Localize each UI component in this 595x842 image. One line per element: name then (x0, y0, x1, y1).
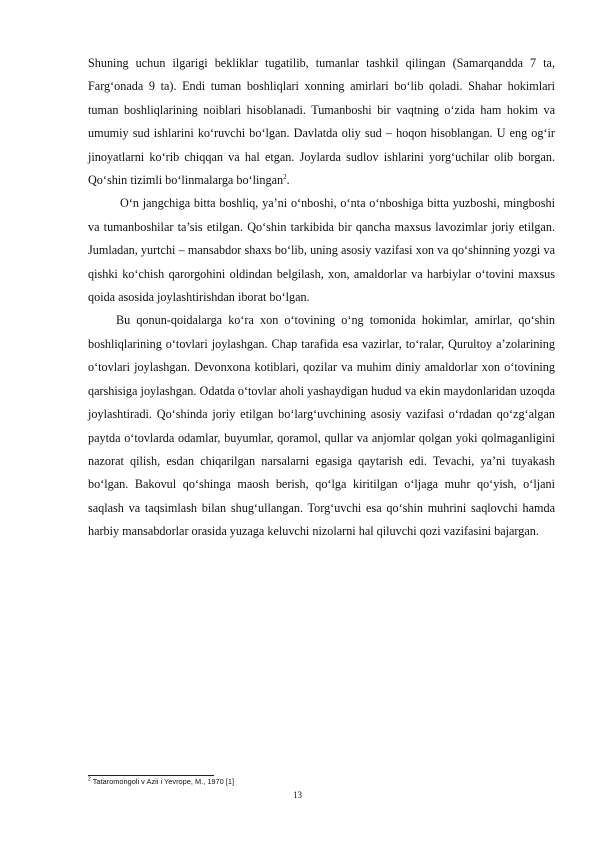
footnote-text: Tataromongoli v Azii i Yevrope, M., 1970 [1] (92, 777, 235, 786)
paragraph-1-text: Shuning uchun ilgarigi bekliklar tugatilib, tumanlar tashkil qilingan (Samarqandda 7 ta, Farg‘onada 9 ta). Endi tuman boshliqlari xonning amirlari bo‘lib qoladi. Shahar hokimlari tuman boshliqlarining noiblari hisoblanadi. Tumanboshi bir vaqtning o‘zida ham hokim va umumiy sud ishlarini ko‘ruvchi bo‘lgan. Davlatda oliy sud – hoqon hisoblangan. U eng og‘ir jinoyatlarni ko‘rib chiqqan va hal etgan. Joylarda sudlov ishlarini yorg‘uchilar olib borgan. Qo‘shin tizimli bo‘linmalarga bo‘lingan (88, 56, 555, 188)
paragraph-2: O‘n jangchiga bitta boshliq, ya’ni o‘nboshi, o‘nta o‘nboshiga bitta yuzboshi, mingboshi va tumanboshilar ta’sis etilgan. Qo‘shin tarkibida bir qancha maxsus lavozimlar joriy etilgan. Jumladan, yurtchi – mansabdor shaxs bo‘lib, uning asosiy vazifasi xon va qo‘shinning yozgi va qishki ko‘chish qarorgohini oldindan belgilash, xon, amaldorlar va harbiylar o‘tovini maxsus qoida asosida joylashtirishdan iborat bo‘lgan. (88, 196, 555, 305)
footnote-number: 2 (88, 776, 91, 783)
page-number: 13 (293, 790, 302, 800)
paragraph-1 (88, 52, 555, 192)
document-body (88, 52, 555, 544)
paragraph-3: Bu qonun-qoidalarga ko‘ra xon o‘tovining o‘ng tomonida hokimlar, amirlar, qo‘shin boshliqlarining o‘tovlari joylashgan. Chap tarafida esa vazirlar, to‘ralar, Qurultoy a’zolarining o‘tovlari joylashgan. Devonxona kotiblari, qozilar va muhim diniy amaldorlar xon o‘tovining qarshisiga joylashgan. Odatda o‘tovlar aholi yashaydigan hudud va ekin maydonlaridan uzoqda joylashtiradi. Qo‘shinda joriy etilgan bo‘larg‘uvchining asosiy vazifasi o‘rdadan qo‘zg‘algan paytda o‘tovlarda odamlar, buyumlar, qoramol, qullar va anjomlar qolgan yoki qolmaganligini nazorat qilish, esdan chiqarilgan narsalarni egasiga qaytarish edi. Tevachi, ya’ni tuyakash bo‘lgan. Bakovul qo‘shinga maosh berish, qo‘lga kiritilgan o‘ljaga muhr qo‘yish, o‘ljani saqlash va taqsimlash bilan shug‘ullangan. Torg‘uvchi esa qo‘shin muhrini saqlovchi hamda harbiy mansabdorlar orasida yuzaga keluvchi nizolarni hal qiluvchi qozi vazifasini bajargan. (88, 313, 555, 539)
footnote-ref[interactable]: 2 (283, 172, 287, 181)
paragraph-1-end: . (286, 173, 290, 188)
footnote-divider (88, 775, 214, 776)
footnote (88, 777, 234, 787)
